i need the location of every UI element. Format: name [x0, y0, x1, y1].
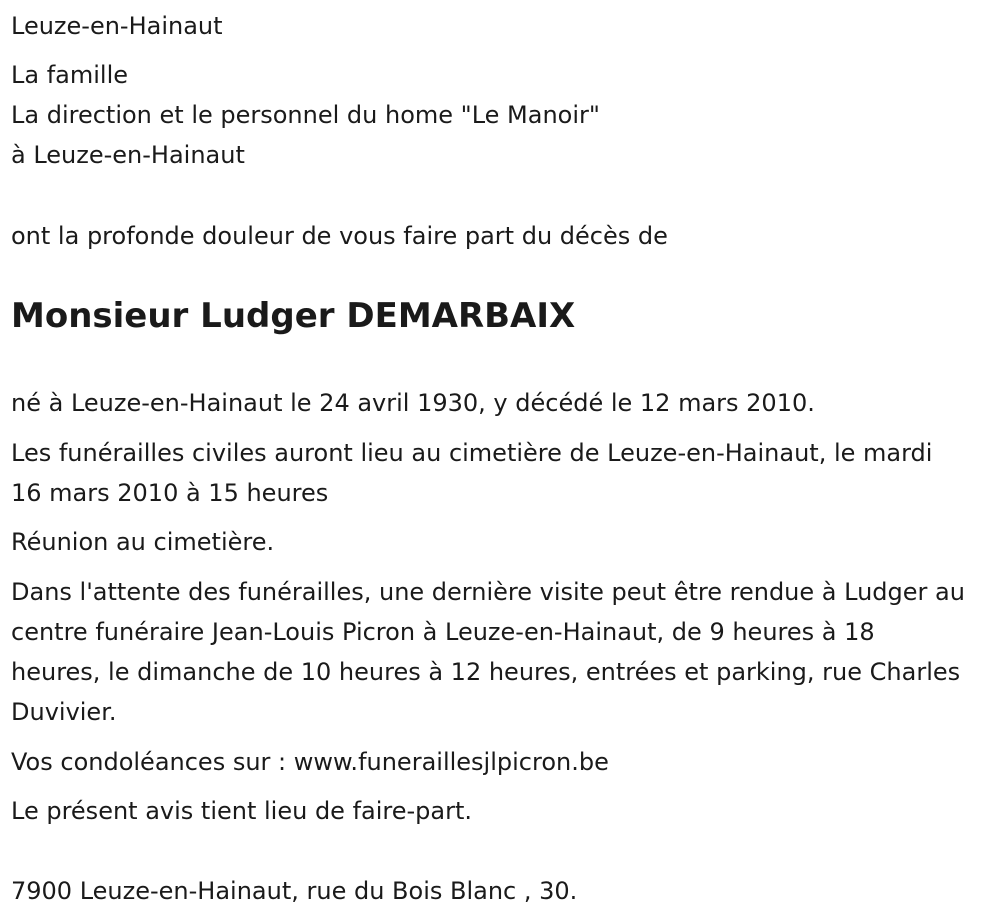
- address-text: 7900 Leuze-en-Hainaut, rue du Bois Blanc , 30.: [11, 877, 578, 905]
- intro-text: ont la profonde douleur de vous faire part du décès de: [11, 222, 668, 250]
- funeral-info: Les funérailles civiles auront lieu au cimetière de Leuze-en-Hainaut, le mardi 16 mars 2010 à 15 heures: [11, 439, 933, 507]
- announcer-home: La direction et le personnel du home "Le Manoir": [11, 101, 600, 129]
- announcer-location: à Leuze-en-Hainaut: [11, 141, 245, 169]
- deceased-name: Monsieur Ludger DEMARBAIX: [11, 296, 576, 336]
- notice-text: Le présent avis tient lieu de faire-part.: [11, 797, 473, 825]
- birth-death-text: né à Leuze-en-Hainaut le 24 avril 1930, y décédé le 12 mars 2010.: [11, 389, 815, 417]
- visit-info: Dans l'attente des funérailles, une dernière visite peut être rendue à Ludger au centre funéraire Jean-Louis Picron à Leuze-en-Hainaut, de 9 heures à 18 heures, le dimanche de 10 heures à 12 heures, entrées et parking, rue Charles Duvivier.: [11, 578, 965, 726]
- location-header: Leuze-en-Hainaut: [11, 12, 223, 40]
- condolences-text: Vos condoléances sur : www.funeraillesjlpicron.be: [11, 748, 609, 776]
- meeting-text: Réunion au cimetière.: [11, 528, 275, 556]
- announcer-family: La famille: [11, 61, 129, 89]
